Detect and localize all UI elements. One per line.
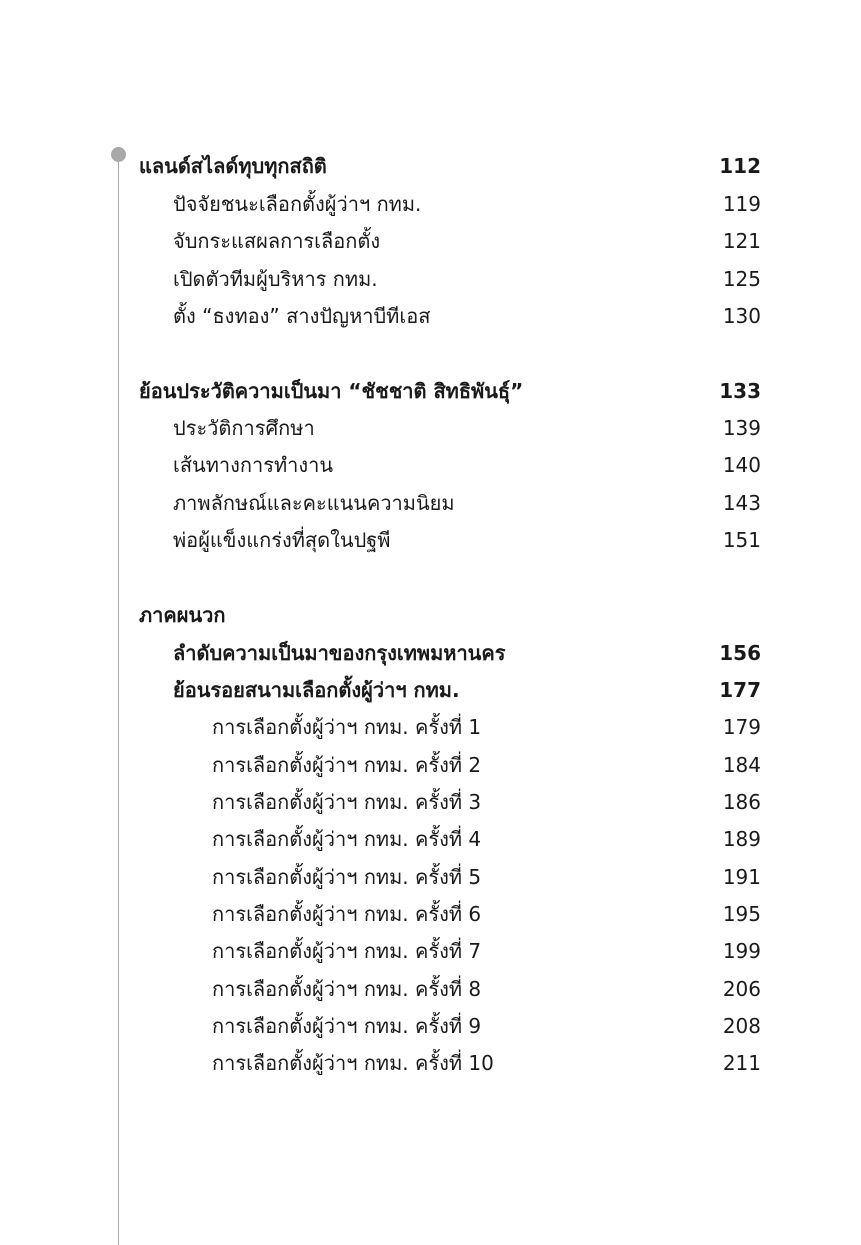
toc-entry-title: การเลือกตั้งผู้ว่าฯ กทม. ครั้งที่ 2 <box>212 753 482 777</box>
toc-page-number: 130 <box>722 304 761 328</box>
toc-entry-row[interactable] <box>0 262 861 296</box>
toc-entry-row[interactable] <box>0 523 861 557</box>
toc-entry-title: ปัจจัยชนะเลือกตั้งผู้ว่าฯ กทม. <box>173 192 422 216</box>
toc-entry-row[interactable] <box>0 1009 861 1043</box>
toc-entry-row[interactable] <box>0 411 861 445</box>
toc-section-row[interactable] <box>0 636 861 670</box>
toc-entry-row[interactable] <box>0 785 861 819</box>
toc-page-number: 186 <box>722 790 761 814</box>
toc-entry-row[interactable] <box>0 860 861 894</box>
toc-entry-row[interactable] <box>0 299 861 333</box>
toc-page-number: 125 <box>722 267 761 291</box>
toc-page-number: 211 <box>722 1051 761 1075</box>
toc-entry-title: การเลือกตั้งผู้ว่าฯ กทม. ครั้งที่ 1 <box>212 715 482 739</box>
toc-page-number: 139 <box>722 416 761 440</box>
toc-entry-row[interactable] <box>0 972 861 1006</box>
toc-entry-title: การเลือกตั้งผู้ว่าฯ กทม. ครั้งที่ 5 <box>212 865 482 889</box>
toc-section-title: ลำดับความเป็นมาของกรุงเทพมหานคร <box>173 641 506 665</box>
toc-entry-title: เส้นทางการทำงาน <box>173 453 334 477</box>
toc-entry-title: การเลือกตั้งผู้ว่าฯ กทม. ครั้งที่ 8 <box>212 977 482 1001</box>
toc-section-row[interactable] <box>0 374 861 408</box>
toc-page-number: 179 <box>722 715 761 739</box>
toc-page-number: 121 <box>722 229 761 253</box>
toc-page-number: 208 <box>722 1014 761 1038</box>
toc-page-number: 177 <box>719 678 761 702</box>
toc-section-title: ย้อนประวัติความเป็นมา “ชัชชาติ สิทธิพันธุ์” <box>139 379 524 403</box>
toc-entry-title: ประวัติการศึกษา <box>173 416 315 440</box>
toc-page-number: 140 <box>722 453 761 477</box>
toc-entry-title: พ่อผู้แข็งแกร่งที่สุดในปฐพี <box>173 528 391 552</box>
toc-page-number: 151 <box>722 528 761 552</box>
toc-entry-title: การเลือกตั้งผู้ว่าฯ กทม. ครั้งที่ 3 <box>212 790 482 814</box>
toc-entry-title: การเลือกตั้งผู้ว่าฯ กทม. ครั้งที่ 7 <box>212 939 482 963</box>
toc-page-number: 184 <box>722 753 761 777</box>
toc-entry-title: การเลือกตั้งผู้ว่าฯ กทม. ครั้งที่ 6 <box>212 902 482 926</box>
toc-entry-row[interactable] <box>0 748 861 782</box>
toc-section-title: แลนด์สไลด์ทุบทุกสถิติ <box>139 154 327 178</box>
toc-page-number: 189 <box>722 827 761 851</box>
toc-page-number: 156 <box>719 641 761 665</box>
toc-entry-title: ภาพลักษณ์และคะแนนความนิยม <box>173 491 455 515</box>
toc-page-number: 112 <box>719 154 761 178</box>
toc-page-number: 206 <box>722 977 761 1001</box>
toc-entry-row[interactable] <box>0 897 861 931</box>
toc-section-row[interactable] <box>0 673 861 707</box>
toc-entry-row[interactable] <box>0 486 861 520</box>
toc-entry-row[interactable] <box>0 448 861 482</box>
toc-section-row[interactable] <box>0 149 861 183</box>
toc-entry-row[interactable] <box>0 1046 861 1080</box>
toc-page-number: 143 <box>722 491 761 515</box>
toc-section-title: ย้อนรอยสนามเลือกตั้งผู้ว่าฯ กทม. <box>173 678 460 702</box>
toc-page-number: 133 <box>719 379 761 403</box>
toc-page-number: 199 <box>722 939 761 963</box>
toc-page-number: 191 <box>722 865 761 889</box>
toc-entry-row[interactable] <box>0 934 861 968</box>
toc-entry-row[interactable] <box>0 822 861 856</box>
toc-entry-title: ตั้ง “ธงทอง” สางปัญหาบีทีเอส <box>173 304 431 328</box>
toc-entry-row[interactable] <box>0 710 861 744</box>
toc-entry-title: เปิดตัวทีมผู้บริหาร กทม. <box>173 267 378 291</box>
toc-appendix-row <box>0 598 861 632</box>
toc-entry-title: การเลือกตั้งผู้ว่าฯ กทม. ครั้งที่ 9 <box>212 1014 482 1038</box>
toc-entry-title: จับกระแสผลการเลือกตั้ง <box>173 229 381 253</box>
toc-entry-row[interactable] <box>0 224 861 258</box>
toc-page-number: 195 <box>722 902 761 926</box>
toc-page-number: 119 <box>722 192 761 216</box>
toc-entry-title: การเลือกตั้งผู้ว่าฯ กทม. ครั้งที่ 4 <box>212 827 482 851</box>
toc-entry-title: การเลือกตั้งผู้ว่าฯ กทม. ครั้งที่ 10 <box>212 1051 494 1075</box>
toc-entry-row[interactable] <box>0 187 861 221</box>
toc-appendix-title: ภาคผนวก <box>139 603 226 627</box>
